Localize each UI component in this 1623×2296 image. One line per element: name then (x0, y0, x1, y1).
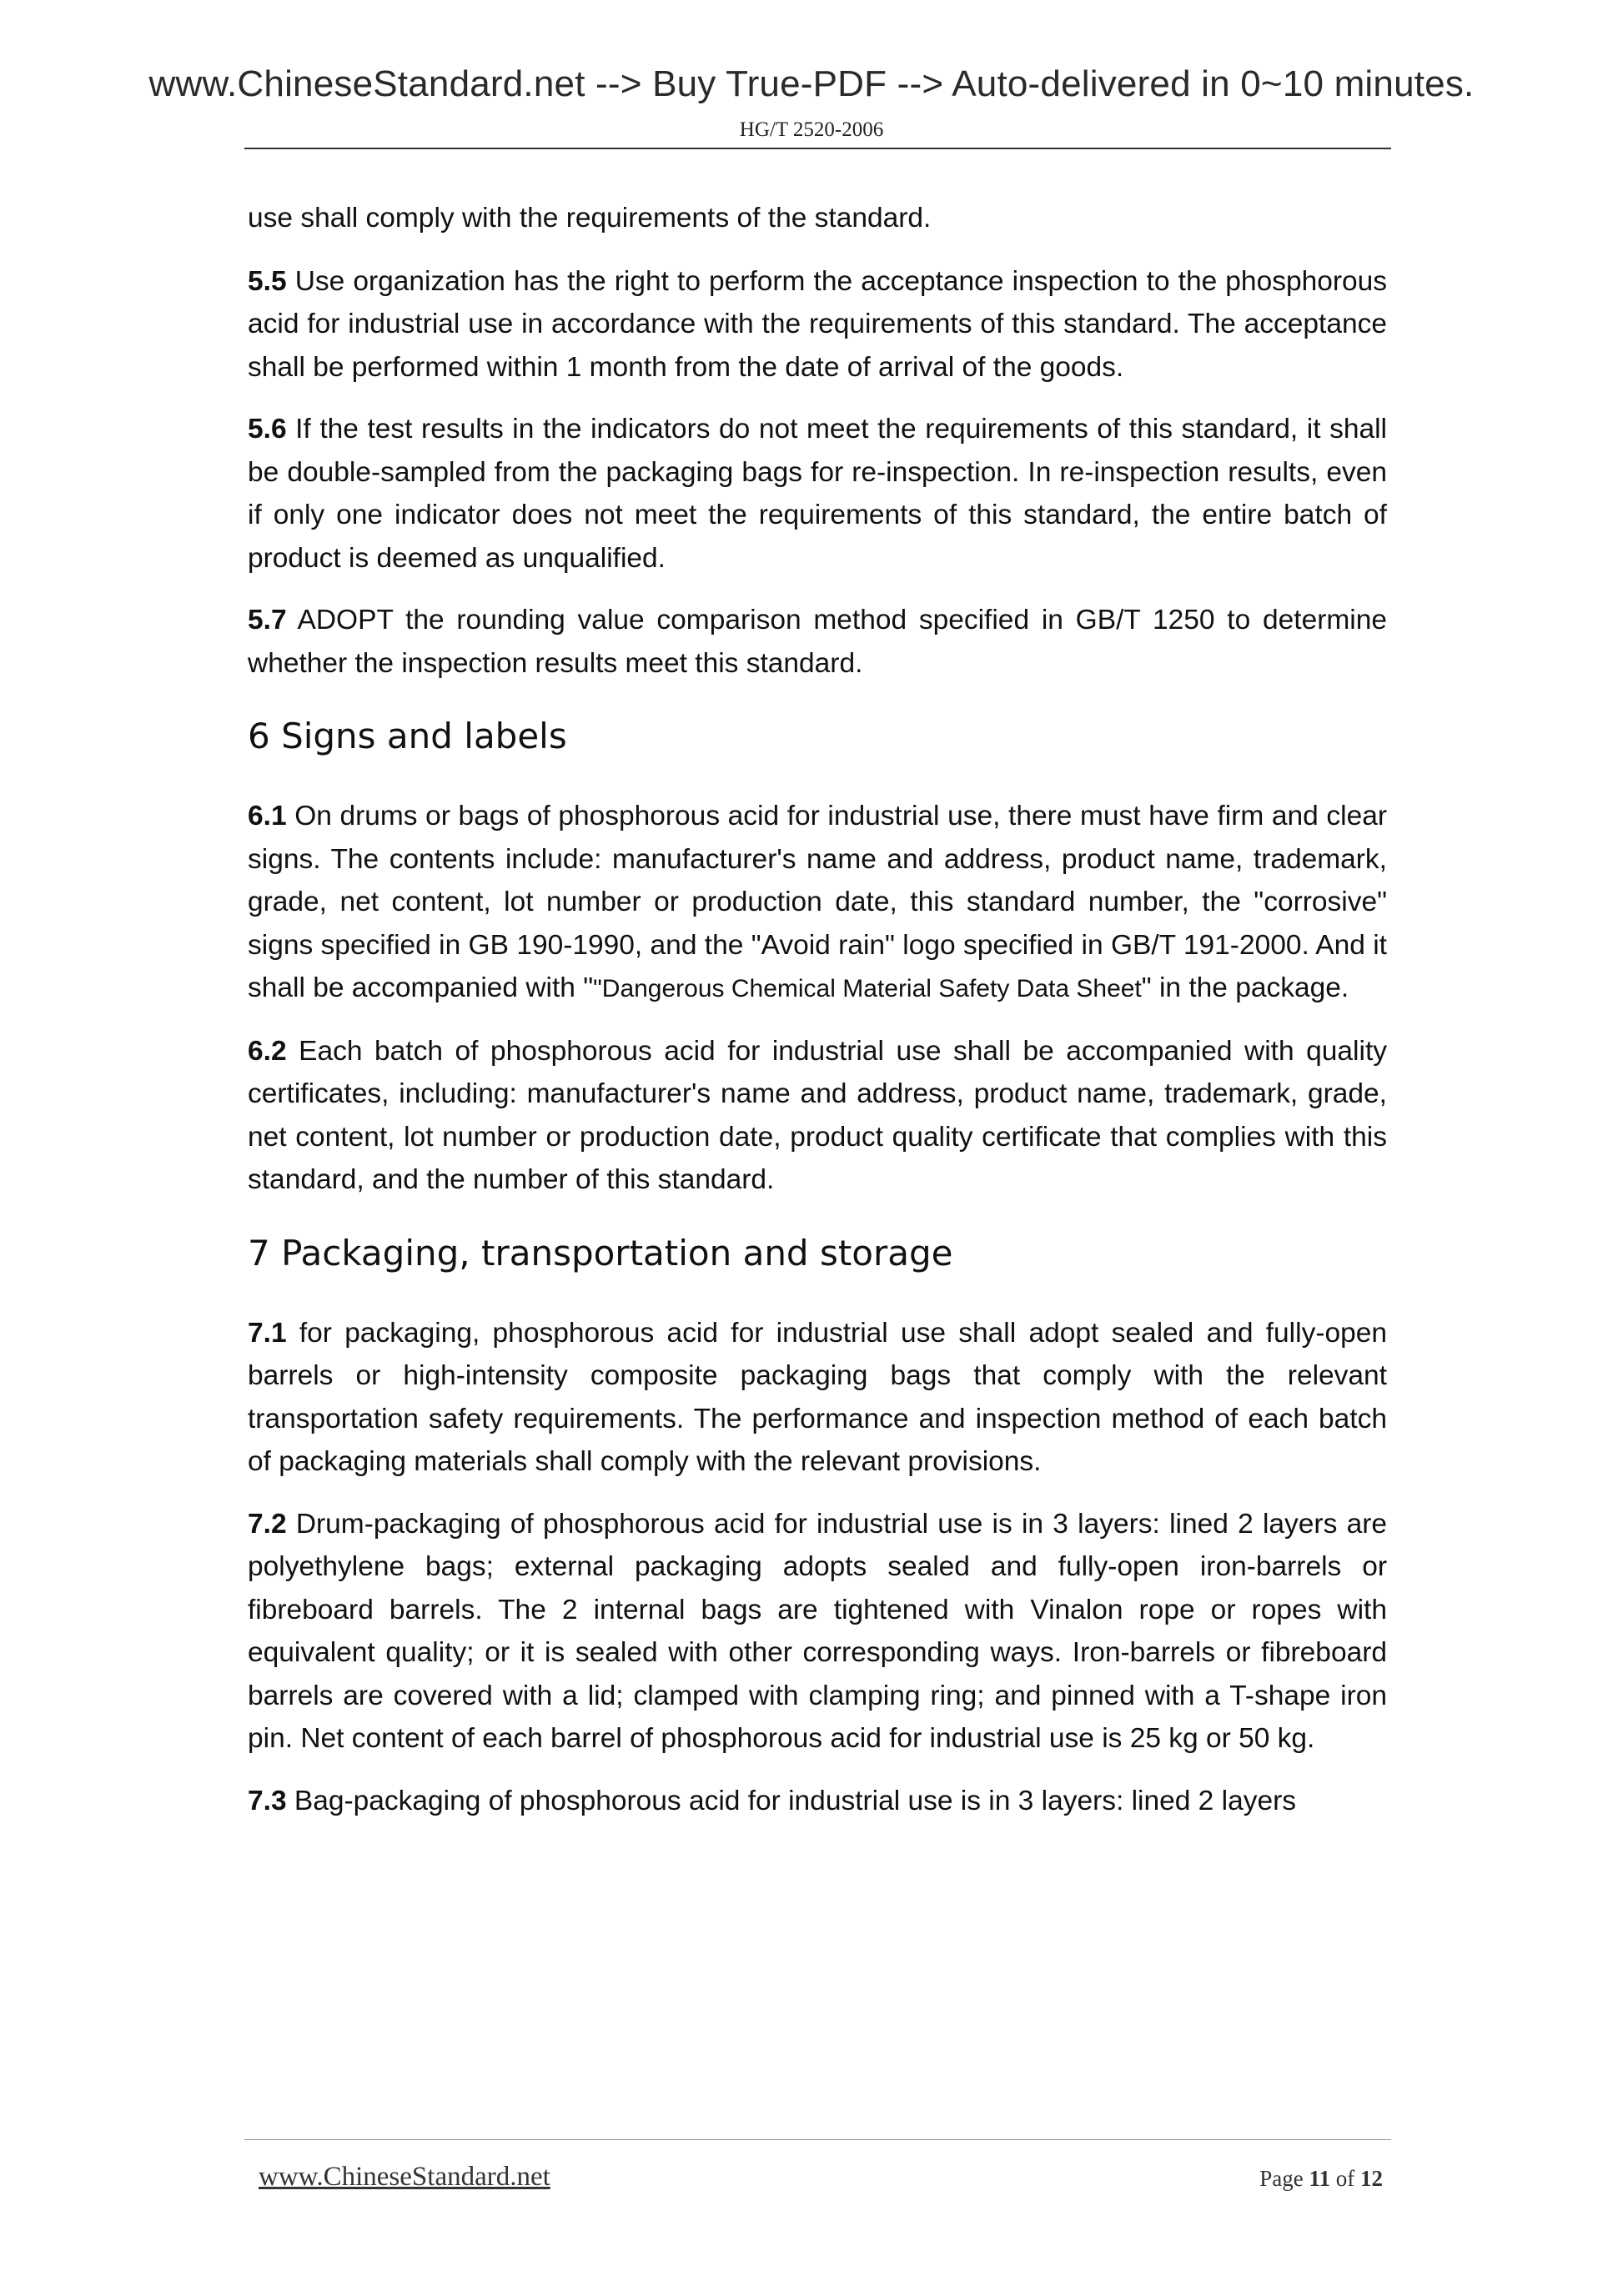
footer-site-link[interactable]: www.ChineseStandard.net (259, 2162, 550, 2192)
clause-5-6 (248, 408, 1387, 580)
clause-text: Each batch of phosphorous acid for industrial use shall be accompanied with quality certificates, including: manufacturer's name and address, product name, trademark, grade, net content, lot number or production date, product quality certificate that complies with this standard, and the number of this standard. (248, 1035, 1387, 1195)
clause-number: 7.1 (248, 1317, 287, 1349)
clause-7-1 (248, 1312, 1387, 1484)
clause-text: for packaging, phosphorous acid for industrial use shall adopt sealed and fully-open barrels or high-intensity composite packaging bags that comply with the relevant transportation safety requirements. The performance and inspection method of each batch of packaging materials shall comply with the relevant provisions. (248, 1317, 1387, 1477)
clause-number: 6.2 (248, 1035, 287, 1067)
clause-number: 6.1 (248, 801, 287, 831)
clause-number: 7.2 (248, 1508, 287, 1540)
clause-6-1 (248, 795, 1387, 1011)
section-heading-6: 6 Signs and labels (248, 716, 567, 756)
page-number (1259, 2166, 1383, 2192)
clause-number: 7.3 (248, 1785, 287, 1816)
page-word: Page (1259, 2166, 1304, 2191)
clause-text-end: " in the package. (1141, 972, 1349, 1003)
page-current: 11 (1309, 2166, 1330, 2191)
clause-7-3 (248, 1780, 1387, 1823)
clause-number: 5.6 (248, 414, 287, 445)
clause-text: Drum-packaging of phosphorous acid for industrial use is in 3 layers: lined 2 layers are polyethylene bags; external packaging adopts sealed and fully-open iron-barrels or fibreboard barrels. The 2 internal bags are tightened with Vinalon rope or ropes with equivalent quality; or it is sealed with other corresponding ways. Iron-barrels or fibreboard barrels are covered with a lid; clamped with clamping ring; and pinned with a T-shape iron pin. Net content of each barrel of phosphorous acid for industrial use is 25 kg or 50 kg. (248, 1508, 1387, 1754)
standard-code: HG/T 2520-2006 (739, 118, 884, 141)
footer-divider (244, 2139, 1391, 2140)
clause-text: Bag-packaging of phosphorous acid for industrial use is in 3 layers: lined 2 layers (294, 1785, 1296, 1816)
clause-number: 5.5 (248, 265, 287, 297)
clause-7-2 (248, 1503, 1387, 1761)
clause-text-small: "Dangerous Chemical Material Safety Data Sheet (593, 975, 1142, 1002)
clause-5-7 (248, 599, 1387, 685)
clause-text: Use organization has the right to perform the acceptance inspection to the phosphorous acid for industrial use in accordance with the requirements of this standard. The acceptance shall be performed within 1 month from the date of arrival of the goods. (248, 265, 1388, 383)
section-heading-7: 7 Packaging, transportation and storage (248, 1232, 953, 1274)
document-body (248, 197, 1387, 1822)
clause-text: If the test results in the indicators do not meet the requirements of this standard, it shall be double-sampled from the packaging bags for re-inspection. In re-inspection results, even if only one indicator does not meet the requirements of this standard, the entire batch of product is deemed as unqualified. (248, 414, 1387, 574)
paragraph-continued: use shall comply with the requirements of the standard. (248, 203, 932, 234)
site-banner: www.ChineseStandard.net --> Buy True-PDF --> Auto-delivered in 0~10 minutes. (148, 63, 1475, 104)
page-total: 12 (1360, 2166, 1383, 2191)
clause-text: ADOPT the rounding value comparison method specified in GB/T 1250 to determine whether the inspection results meet this standard. (248, 605, 1387, 679)
clause-number: 5.7 (248, 605, 287, 636)
page-of: of (1335, 2166, 1355, 2191)
clause-text: On drums or bags of phosphorous acid for industrial use, there must have firm and clear signs. The contents include: manufacturer's name and address, product name, trademark, grade, net content, lot number or production date, this standard number, the "corrosive" signs specified in GB 190-1990, and the "Avoid rain" logo specified in GB/T 191-2000. And it shall be accompanied with " (248, 801, 1387, 1003)
clause-6-2 (248, 1030, 1387, 1202)
header-divider (244, 148, 1391, 149)
clause-5-5 (248, 260, 1387, 389)
